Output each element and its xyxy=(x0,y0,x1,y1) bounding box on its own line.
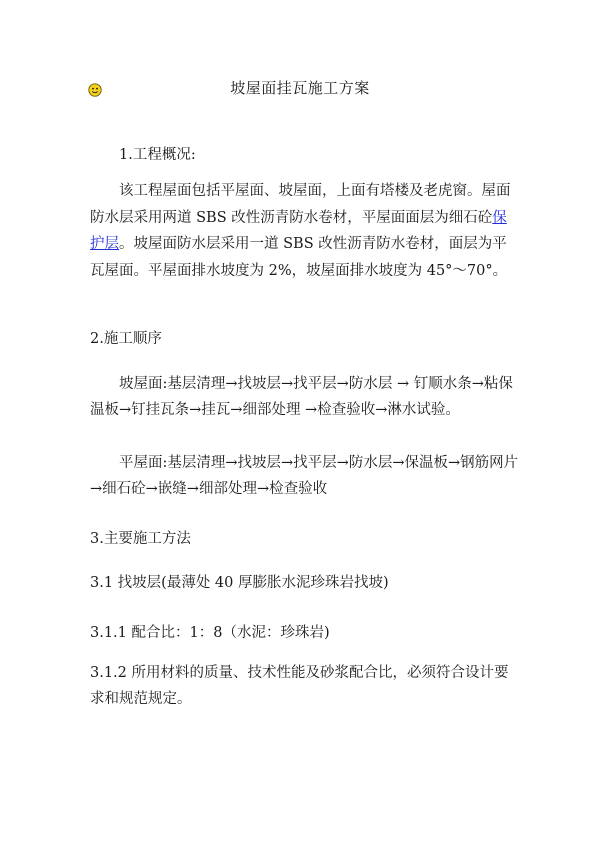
section-3-1: 3.1 找坡层(最薄处 40 厚膨胀水泥珍珠岩找坡) xyxy=(90,575,389,591)
section-3-1-2: 3.1.2 所用材料的质量、技术性能及砂浆配合比，必须符合设计要求和规范规定。 xyxy=(90,665,509,707)
section-3-heading: 3.主要施工方法 xyxy=(90,531,191,547)
section-2-flat-roof: 平屋面:基层清理→找坡层→找平层→防水层→保温板→钢筋网片→细石砼→嵌缝→细部处理→检查验收 xyxy=(90,455,519,497)
section-3-1-1: 3.1.1 配合比：1：8（水泥：珍珠岩) xyxy=(90,625,330,641)
document-title: 坡屋面挂瓦施工方案 xyxy=(230,79,370,97)
section-2-slope-roof: 坡屋面:基层清理→找坡层→找平层→防水层 → 钉顺水条→粘保温板→钉挂瓦条→挂瓦→细部处理 →检查验收→淋水试验。 xyxy=(90,376,513,418)
protection-layer-link[interactable]: 保护层 xyxy=(90,209,507,252)
section-1-text-b: 。坡屋面防水层采用一道 SBS 改性沥青防水卷材，面层为平瓦屋面。平屋面排水坡度为 2%，坡屋面排水坡度为 45°～70°。 xyxy=(90,236,508,279)
section-1-heading: 1.工程概况: xyxy=(119,147,196,163)
section-1-paragraph xyxy=(90,178,520,284)
section-1-text-a: 该工程屋面包括平屋面、坡屋面，上面有塔楼及老虎窗。屋面防水层采用两道 SBS 改性沥青防水卷材，平屋面面层为细石砼 xyxy=(90,183,511,226)
section-2-heading: 2.施工顺序 xyxy=(90,331,162,347)
